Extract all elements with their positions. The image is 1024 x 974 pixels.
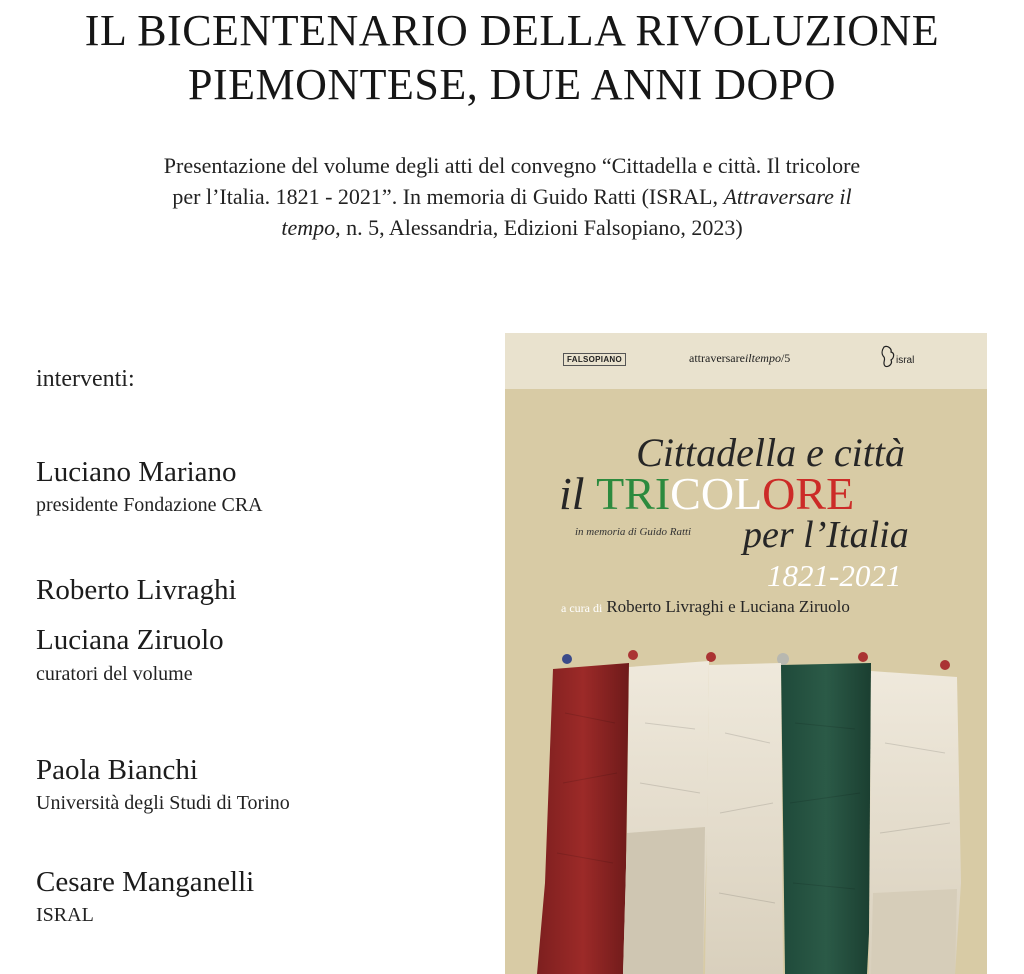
flag-white-panel-2 — [623, 827, 705, 974]
title-line-1: IL BICENTENARIO DELLA RIVOLUZIONE — [84, 6, 940, 55]
description-text-2: , n. 5, Alessandria, Edizioni Falsopiano, 2023) — [335, 215, 743, 240]
series-title-italic: Attraversare il — [723, 184, 852, 209]
series-title-italic-2: tempo — [281, 215, 336, 240]
dedication: in memoria di Guido Ratti — [575, 526, 692, 538]
flag-artwork — [505, 633, 987, 974]
speaker-name: Luciana Ziruolo — [36, 624, 224, 656]
speaker-name: Cesare Manganelli — [36, 866, 255, 898]
isral-logo-text: isral — [896, 355, 915, 366]
publisher-logo: FALSOPIANO — [563, 353, 626, 366]
isral-logo — [879, 343, 925, 373]
speaker-name: Luciano Mariano — [36, 456, 237, 488]
speaker-role: Università degli Studi di Torino — [36, 792, 290, 814]
flag-white-panel-3 — [705, 663, 783, 974]
speaker-role: presidente Fondazione CRA — [36, 494, 263, 516]
description-line-2 — [40, 181, 984, 212]
description-text: per l’Italia. 1821 - 2021”. In memoria di Guido Ratti (ISRAL, — [172, 184, 724, 209]
cover-curators — [561, 597, 850, 617]
speaker-name: Roberto Livraghi — [36, 574, 237, 606]
title-tri: TRI — [596, 468, 671, 519]
description-line-3 — [40, 212, 984, 243]
speaker-role: ISRAL — [36, 904, 94, 926]
flag-white-panel-5 — [871, 889, 957, 974]
series-label — [689, 351, 790, 366]
series-part-italic: iltempo — [744, 351, 781, 365]
title-line-2: PIEMONTESE, DUE ANNI DOPO — [187, 60, 837, 109]
speaker-name: Paola Bianchi — [36, 754, 198, 786]
title-il: il — [559, 468, 597, 519]
series-part: attraversare — [689, 351, 745, 365]
title-col: COL — [670, 468, 763, 519]
speakers-label: interventi: — [36, 366, 135, 392]
event-description — [40, 150, 984, 243]
cover-subtitle: per l’Italia — [743, 514, 909, 556]
title-ore: ORE — [762, 468, 855, 519]
cover-years: 1821-2021 — [767, 558, 902, 593]
curators-prefix: a cura di — [561, 601, 603, 615]
series-number: /5 — [780, 351, 791, 365]
flag-red-panel — [537, 663, 629, 974]
description-line-1: Presentazione del volume degli atti del convegno “Cittadella e città. Il tricolore — [163, 153, 861, 178]
speaker-role: curatori del volume — [36, 663, 193, 685]
page-title — [0, 4, 1024, 112]
curators-names: Roberto Livraghi e Luciana Ziruolo — [606, 597, 850, 616]
book-cover — [505, 333, 987, 974]
cover-title: Cittadella e città — [636, 430, 905, 475]
flag-green-panel — [781, 663, 871, 974]
